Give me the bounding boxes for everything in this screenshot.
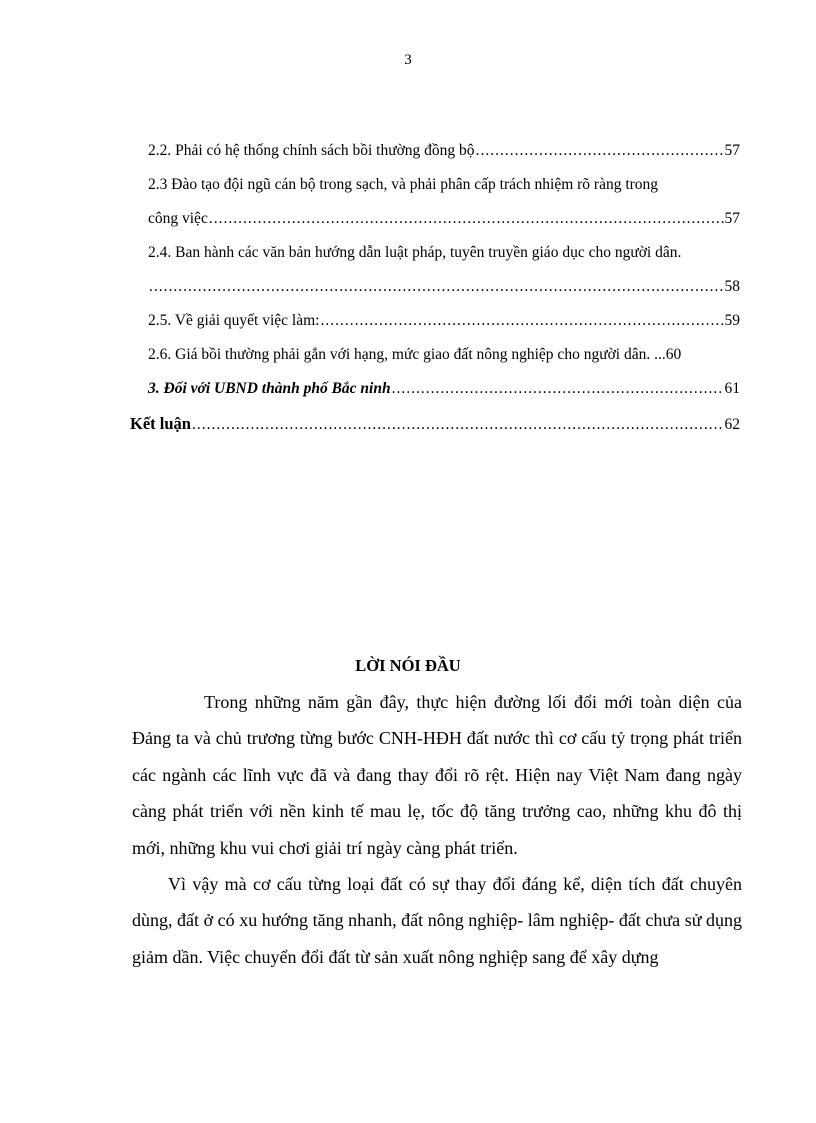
toc-entry-page: 62 bbox=[724, 416, 740, 433]
toc-entry-text: 3. Đối với UBND thành phố Bắc ninh bbox=[148, 380, 391, 397]
preface-body bbox=[132, 684, 742, 975]
page-number: 3 bbox=[404, 52, 412, 68]
table-of-contents bbox=[130, 142, 740, 448]
toc-leader-dots bbox=[209, 210, 724, 228]
toc-entry-conclusion[interactable] bbox=[130, 414, 740, 448]
preface-title: LỜI NÓI ĐẦU bbox=[355, 656, 461, 675]
toc-entry-text: 2.6. Giá bồi thường phải gắn với hạng, mức giao đất nông nghiệp cho người dân. ... bbox=[148, 346, 666, 363]
toc-entry-page: 57 bbox=[724, 210, 740, 227]
toc-entry-page: 60 bbox=[665, 346, 682, 363]
toc-entry-2-4-line2[interactable] bbox=[130, 278, 740, 312]
toc-entry-page: 59 bbox=[724, 312, 740, 329]
preface-paragraph: Vì vậy mà cơ cấu từng loại đất có sự thay đổi đáng kể, diện tích đất chuyên dùng, đất ở có xu hướng tăng nhanh, đất nông nghiệp- lâm nghiệp- đất chưa sử dụng giảm dần. Việc chuyển đổi đất từ sản xuất nông nghiệp sang để xây dựng bbox=[132, 874, 742, 967]
toc-entry-2-6[interactable] bbox=[130, 346, 740, 380]
toc-leader-dots bbox=[476, 142, 724, 160]
toc-entry-text: công việc bbox=[148, 210, 208, 227]
toc-leader-dots bbox=[192, 416, 724, 434]
toc-leader-dots bbox=[149, 278, 724, 296]
toc-entry-text: 2.4. Ban hành các văn bản hướng dẫn luật pháp, tuyên truyền giáo dục cho người dân. bbox=[148, 244, 682, 261]
toc-entry-2-3-line1[interactable] bbox=[130, 176, 740, 210]
toc-entry-page: 57 bbox=[724, 142, 740, 159]
toc-entry-text: 2.2. Phải có hệ thống chính sách bồi thường đồng bộ bbox=[148, 142, 475, 159]
toc-entry-text: 2.5. Về giải quyết việc làm: bbox=[148, 312, 320, 329]
toc-entry-2-2[interactable] bbox=[130, 142, 740, 176]
toc-entry-2-5[interactable] bbox=[130, 312, 740, 346]
toc-entry-3[interactable] bbox=[130, 380, 740, 414]
toc-entry-page: 58 bbox=[724, 278, 740, 295]
preface-paragraph: Trong những năm gần đây, thực hiện đường lối đổi mới toàn diện của Đảng ta và chủ trương từng bước CNH-HĐH đất nước thì cơ cấu tỷ trọng phát triển các ngành các lĩnh vực đã và đang thay đổi rõ rệt. Hiện nay Việt Nam đang ngày càng phát triển với nền kinh tế mau lẹ, tốc độ tăng trưởng cao, những khu đô thị mới, những khu vui chơi giải trí ngày càng phát triển. bbox=[132, 692, 742, 858]
toc-entry-2-4-line1[interactable] bbox=[130, 244, 740, 278]
toc-entry-page: 61 bbox=[724, 380, 740, 397]
toc-leader-dots bbox=[392, 380, 724, 398]
toc-entry-2-3-line2[interactable] bbox=[130, 210, 740, 244]
toc-entry-text: Kết luận bbox=[130, 414, 191, 433]
toc-leader-dots bbox=[320, 312, 723, 330]
toc-entry-text: 2.3 Đào tạo đội ngũ cán bộ trong sạch, và phải phân cấp trách nhiệm rõ ràng trong bbox=[148, 176, 659, 193]
